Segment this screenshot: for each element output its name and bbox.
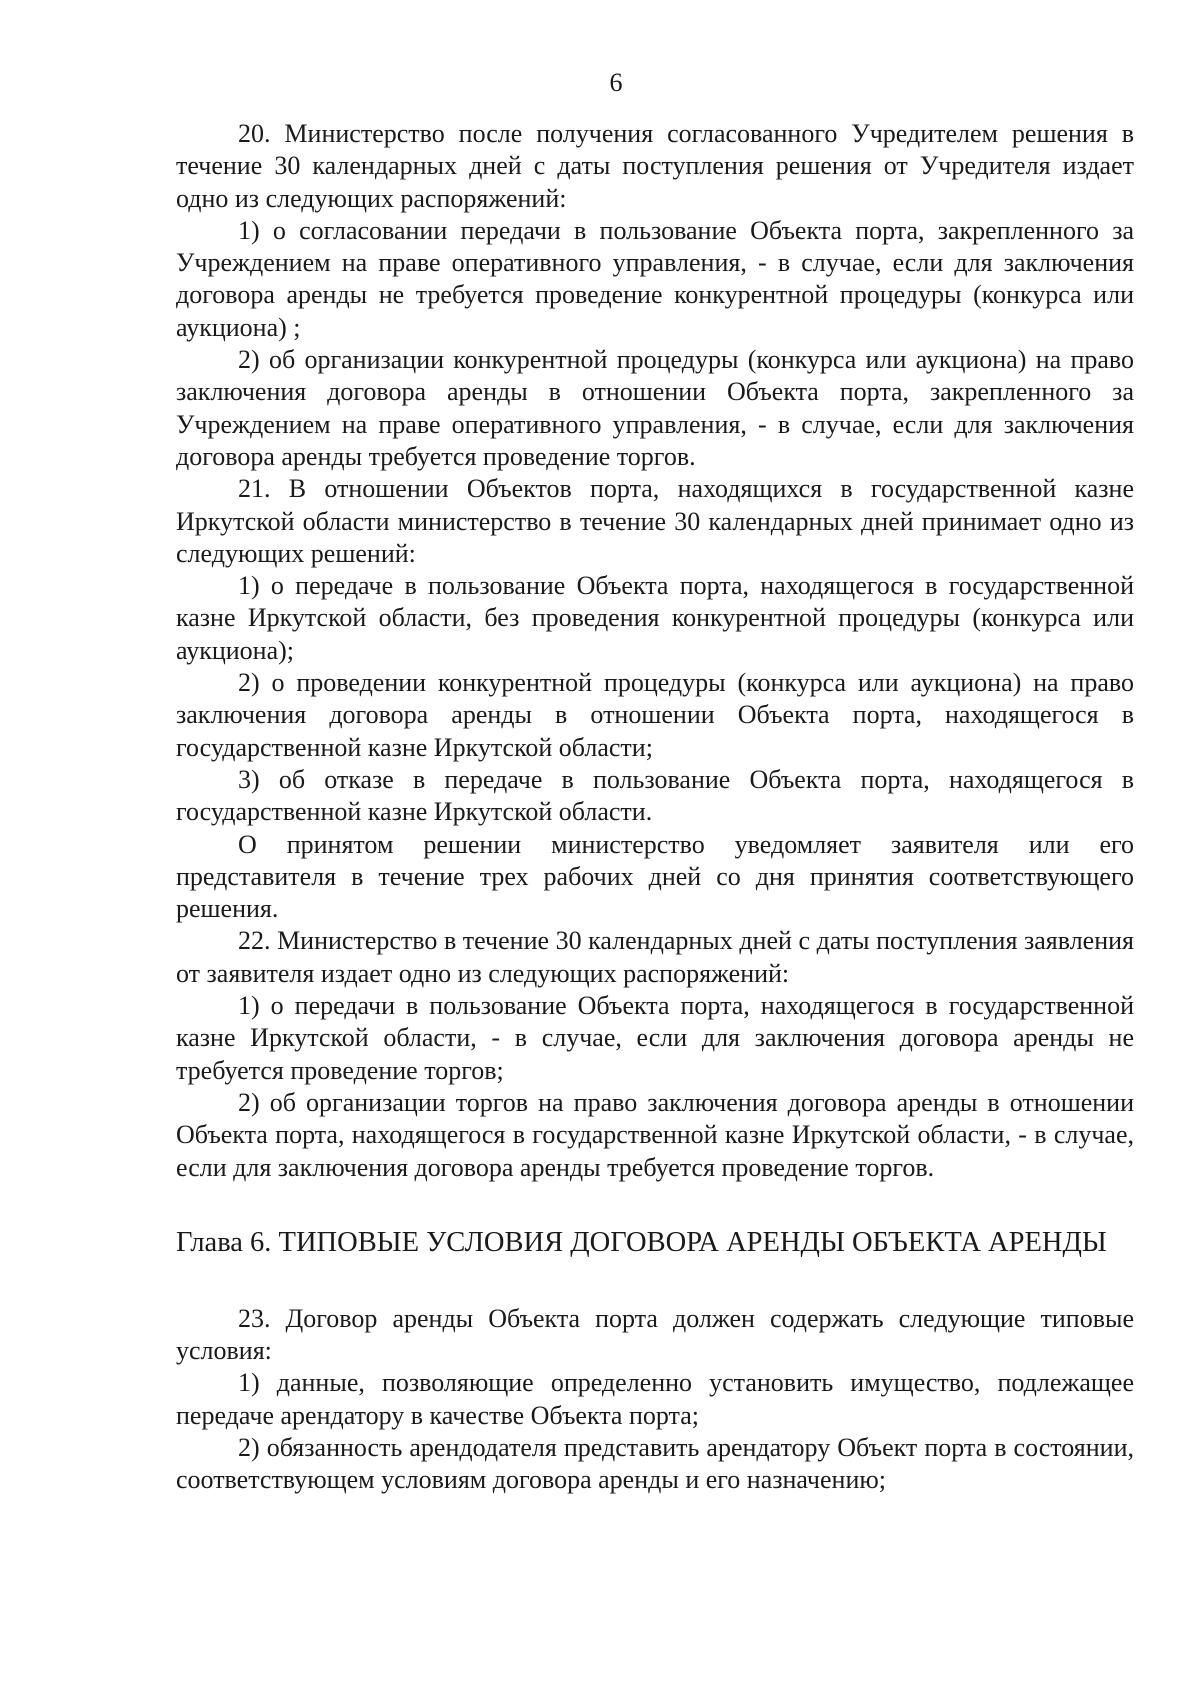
paragraph-23-item-2: 2) обязанность арендодателя представить арендатору Объект порта в состоянии, соответствующем условиям договора аренды и его назначению;	[176, 1432, 1134, 1495]
document-body	[176, 118, 1134, 1497]
paragraph-22-item-1: 1) о передачи в пользование Объекта порта, находящегося в государственной казне Иркутской области, - в случае, если для заключения договора аренды не требуется проведение торгов;	[176, 991, 1134, 1085]
paragraph-21-item-1: 1) о передаче в пользование Объекта порта, находящегося в государственной казне Иркутской области, без проведения конкурентной процедуры (конкурса или аукциона);	[176, 571, 1134, 665]
chapter-heading: Глава 6. ТИПОВЫЕ УСЛОВИЯ ДОГОВОРА АРЕНДЫ ОБЪЕКТА АРЕНДЫ	[176, 1226, 1107, 1258]
paragraph-23-item-1: 1) данные, позволяющие определенно установить имущество, подлежащее передаче арендатору в качестве Объекта порта;	[176, 1368, 1134, 1430]
page-number: 6	[609, 68, 623, 97]
paragraph-21-item-2: 2) о проведении конкурентной процедуры (конкурса или аукциона) на право заключения договора аренды в отношении Объекта порта, находящегося в государственной казне Иркутской области;	[176, 668, 1134, 762]
paragraph-22-item-2: 2) об организации торгов на право заключения договора аренды в отношении Объекта порта, находящегося в государственной казне Иркутской области, - в случае, если для заключения договора аренды требуется проведение торгов.	[176, 1087, 1134, 1182]
paragraph-23: 23. Договор аренды Объекта порта должен содержать следующие типовые условия:	[176, 1303, 1134, 1366]
paragraph-20-item-2: 2) об организации конкурентной процедуры (конкурса или аукциона) на право заключения договора аренды в отношении Объекта порта, закрепленного за Учреждением на праве оперативного управления, - в случае, если для заключения договора аренды требуется проведение торгов.	[176, 345, 1134, 471]
paragraph-21: 21. В отношении Объектов порта, находящихся в государственной казне Иркутской области министерство в течение 30 календарных дней принимает одно из следующих решений:	[176, 474, 1134, 568]
paragraph-21-notice: О принятом решении министерство уведомляет заявителя или его представителя в течение трех рабочих дней со дня принятия соответствующего решения.	[176, 829, 1134, 924]
paragraph-22: 22. Министерство в течение 30 календарных дней с даты поступления заявления от заявителя издает одно из следующих распоряжений:	[176, 926, 1134, 988]
paragraph-20: 20. Министерство после получения согласованного Учредителем решения в течение 30 календарных дней с даты поступления решения от Учредителя издает одно из следующих распоряжений:	[176, 119, 1134, 213]
paragraph-21-item-3: 3) об отказе в передаче в пользование Объекта порта, находящегося в государственной казне Иркутской области.	[176, 764, 1134, 827]
paragraph-20-item-1: 1) о согласовании передачи в пользование Объекта порта, закрепленного за Учреждением на праве оперативного управления, - в случае, если для заключения договора аренды не требуется проведение конкурентной процедуры (конкурса или аукциона) ;	[176, 215, 1134, 342]
